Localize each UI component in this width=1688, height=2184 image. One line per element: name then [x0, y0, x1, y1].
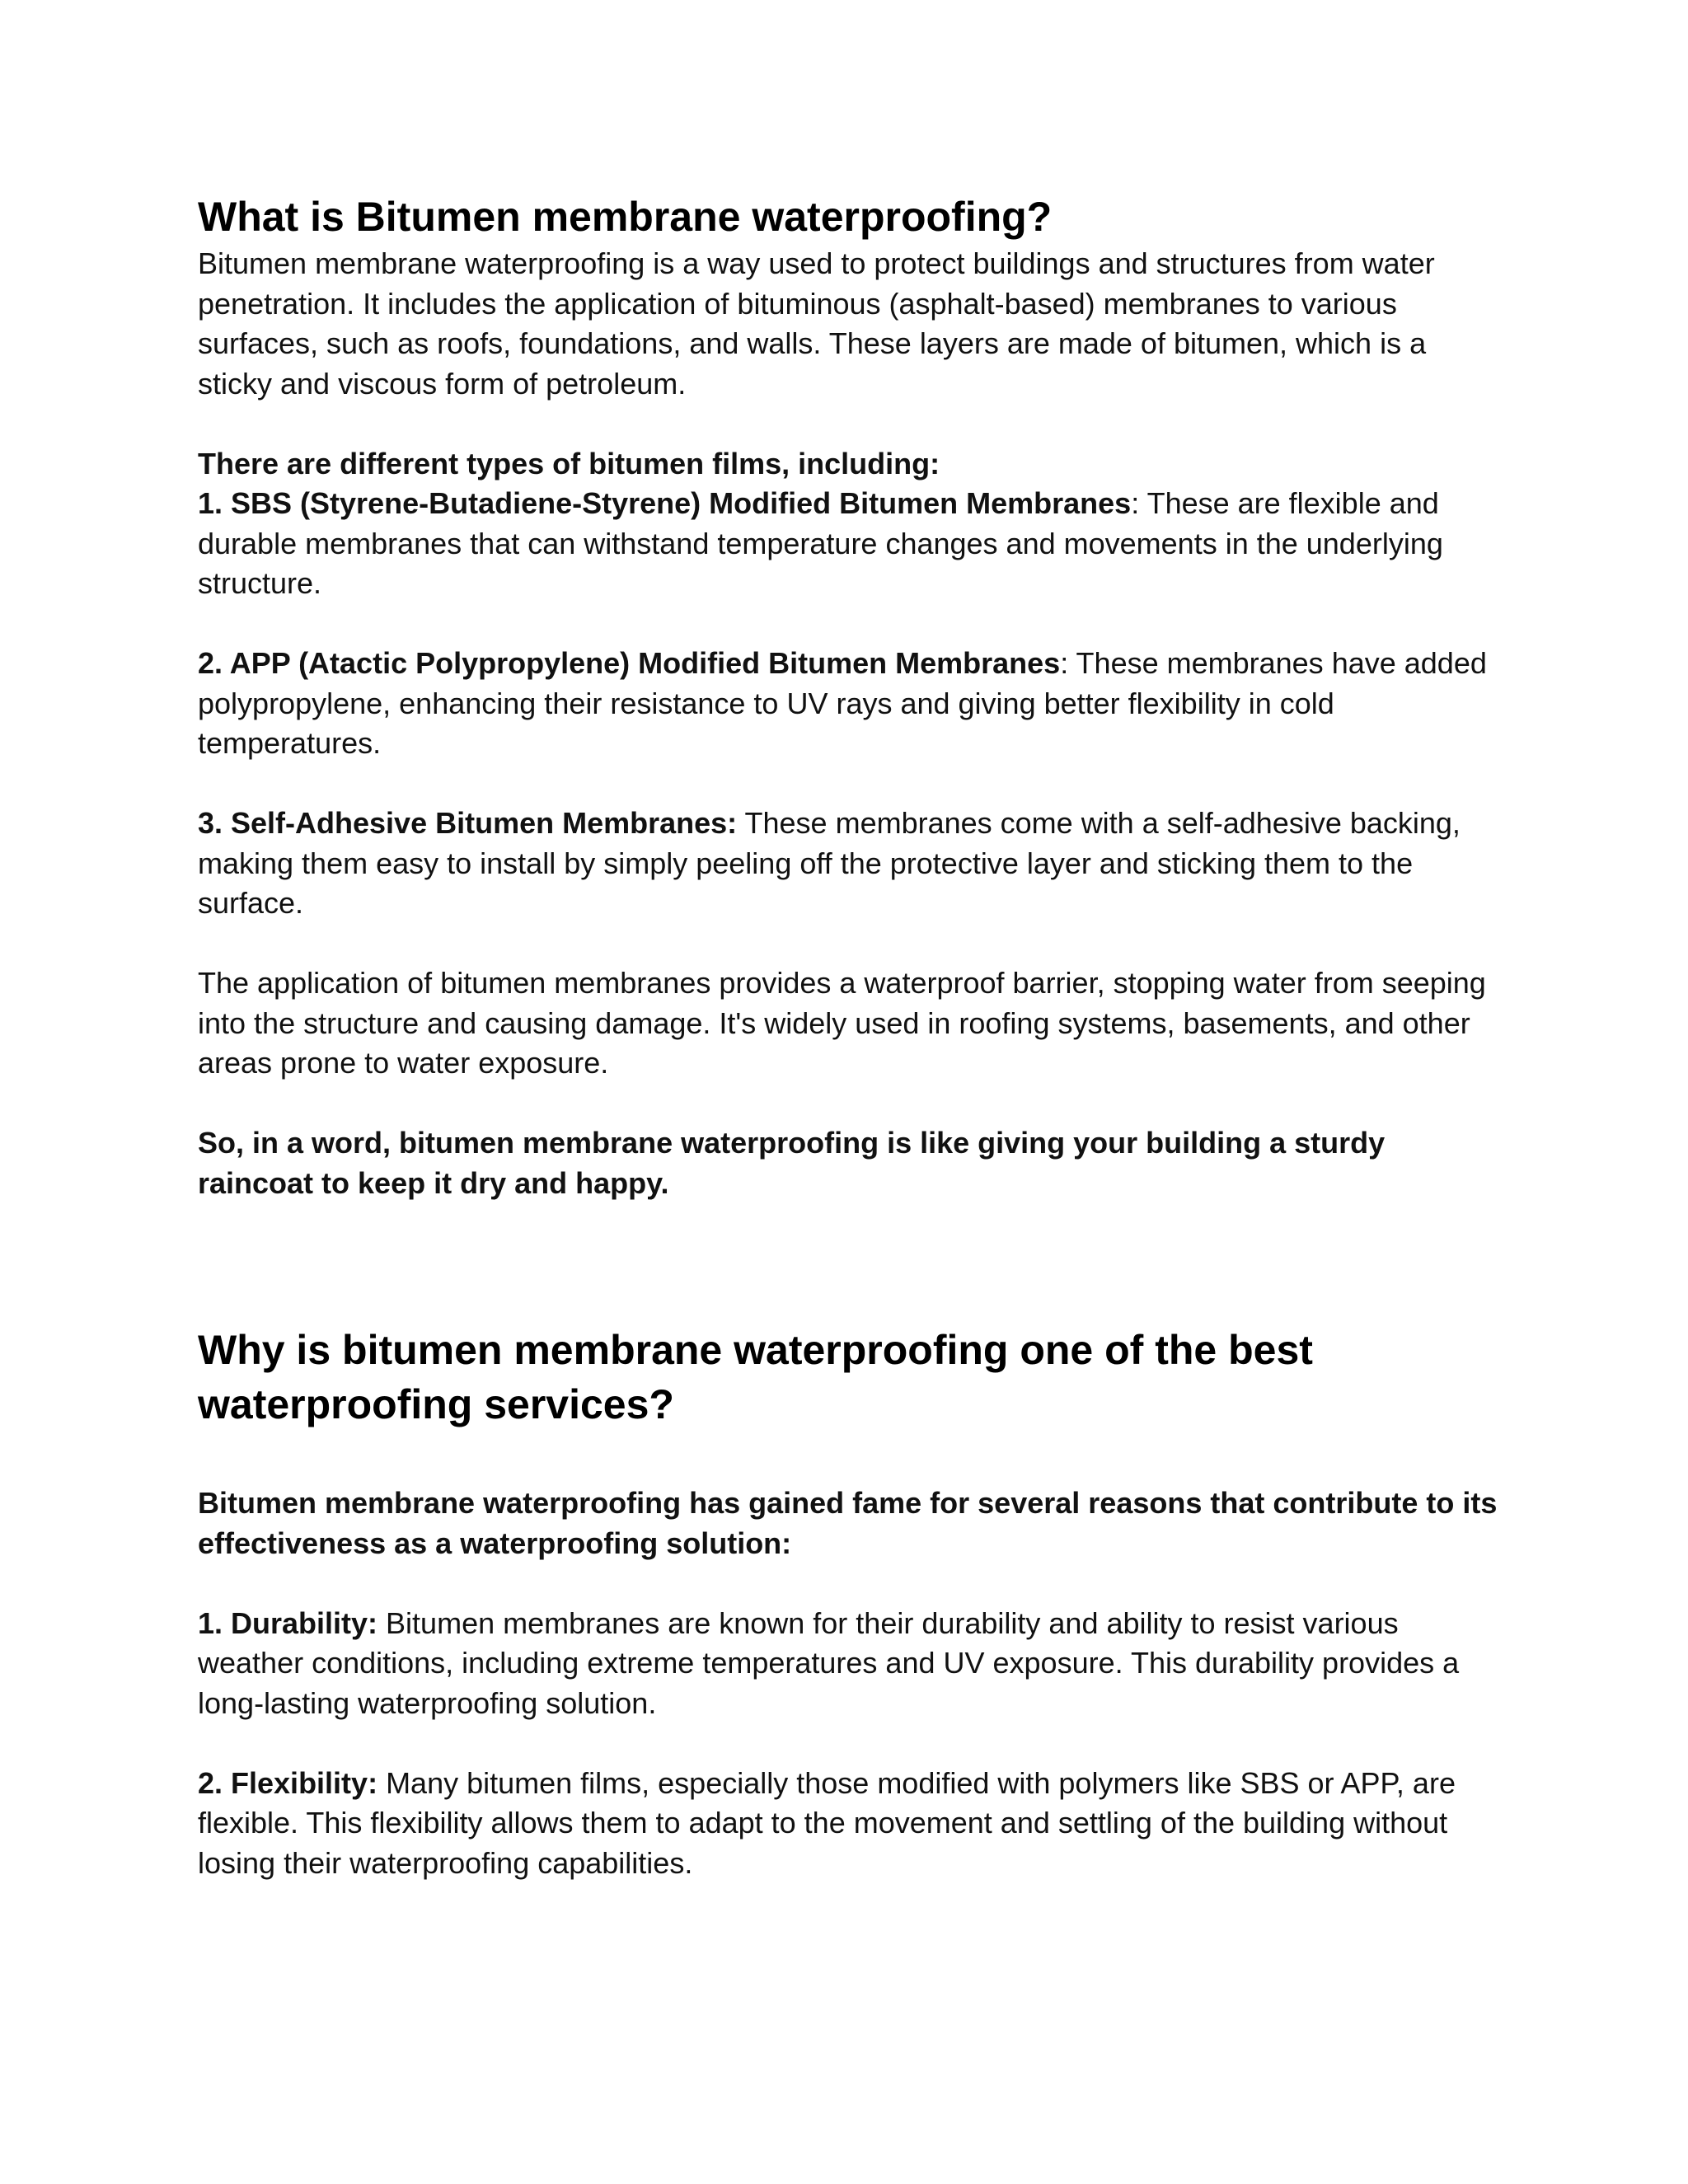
type-item-sbs: [198, 484, 1500, 604]
type-item-app: [198, 644, 1500, 764]
type-text: : These are flexible and durable membranes that can withstand temperature changes and movements in the underlying structure.: [198, 486, 1443, 600]
type-text: These membranes come with a self-adhesive backing, making them easy to install by simply peeling off the protective layer and sticking them to the surface.: [198, 806, 1461, 920]
types-heading: [198, 444, 1500, 485]
type-label: 1. SBS (Styrene-Butadiene-Styrene) Modified Bitumen Membranes: [198, 486, 1132, 520]
spacer: [198, 1084, 1500, 1124]
spacer: [198, 604, 1500, 644]
spacer: [198, 924, 1500, 964]
summary-paragraph: [198, 1123, 1500, 1203]
reason-item-flexibility: [198, 1764, 1500, 1884]
reason-text: Bitumen membranes are known for their durability and ability to resist various weather conditions, including extreme temperatures and UV exposure. This durability provides a long-lasting waterproofing solution.: [198, 1605, 1460, 1720]
summary-text: So, in a word, bitumen membrane waterproofing is like giving your building a sturdy raincoat to keep it dry and happy.: [198, 1126, 1386, 1200]
section-spacer: [198, 1203, 1500, 1323]
type-label: 2. APP (Atactic Polypropylene) Modified Bitumen Membranes: [198, 646, 1061, 680]
reason-label: 1. Durability:: [198, 1605, 378, 1640]
document-page: [198, 190, 1500, 1883]
type-item-self-adhesive: [198, 804, 1500, 924]
reason-item-durability: [198, 1604, 1500, 1724]
spacer: [198, 1723, 1500, 1764]
spacer: [198, 1563, 1500, 1604]
section1-heading: What is Bitumen membrane waterproofing?: [198, 194, 1053, 240]
type-label: 3. Self-Adhesive Bitumen Membranes:: [198, 806, 738, 840]
spacer: [198, 764, 1500, 804]
section2-intro: [198, 1483, 1500, 1563]
section2-heading: Why is bitumen membrane waterproofing one of the best waterproofing services?: [198, 1327, 1313, 1427]
types-heading-text: There are different types of bitumen films, including:: [198, 446, 940, 480]
section1-intro: Bitumen membrane waterproofing is a way used to protect buildings and structures from water penetration. It includes the application of bituminous (asphalt-based) membranes to various surfaces, such as roofs, foundations, and walls. These layers are made of bitumen, which is a sticky and viscous form of petroleum.: [198, 246, 1435, 401]
reason-text: Many bitumen films, especially those modified with polymers like SBS or APP, are flexible. This flexibility allows them to adapt to the movement and settling of the building without losing their waterproofing capabilities.: [198, 1765, 1456, 1880]
spacer: [198, 1432, 1500, 1483]
reason-label: 2. Flexibility:: [198, 1765, 378, 1800]
type-text: : These membranes have added polypropylene, enhancing their resistance to UV rays and giving better flexibility in cold temperatures.: [198, 646, 1487, 760]
application-paragraph: The application of bitumen membranes provides a waterproof barrier, stopping water from seeping into the structure and causing damage. It's widely used in roofing systems, basements, and other areas prone to water exposure.: [198, 966, 1486, 1080]
section2-intro-text: Bitumen membrane waterproofing has gained fame for several reasons that contribute to its effectiveness as a waterproofing solution:: [198, 1486, 1498, 1560]
spacer: [198, 404, 1500, 444]
